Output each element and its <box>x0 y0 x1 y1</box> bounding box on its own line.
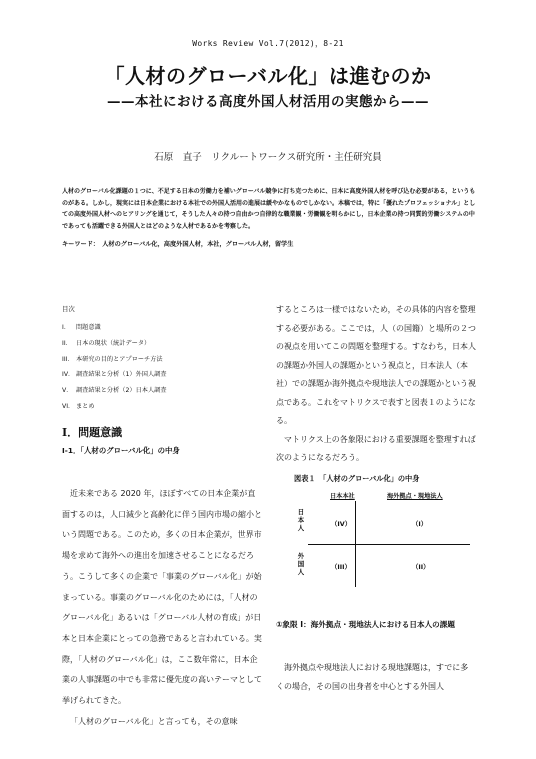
matrix-quadrant-label: （III） <box>331 563 351 571</box>
paragraph: 近未来である 2020 年，ほぼすべての日本企業が直面するのは，人口減少と高齢化に伴う国内市場の縮小という問題である。このため，多くの日本企業が，世界市場を求めて海外への進出を加速させることになるだろう。こうして多くの企業で「事業のグローバル化」が始まっている。事業のグローバル化のためには，「人材のグローバル化」あるいは「グローバル人材の育成」が日本と日本企業にとっての急務であると言われている。実際，「人材のグローバル化」は，ここ数年常に，日本企業の人事課題の中でも非常に優先度の高いテーマとして挙げられてきた。 <box>62 489 262 706</box>
paragraph: マトリクス上の各象限における重要課題を整理すれば次のようになるだろう。 <box>276 434 476 462</box>
matrix-column-label: 日本本社 <box>330 493 355 500</box>
matrix-quadrant-label: （IV） <box>331 520 352 528</box>
toc-item: IV． 調査結果と分析（1）外国人調査 <box>62 371 167 379</box>
matrix-column-label: 海外拠点・現地法人 <box>387 493 443 500</box>
paragraph: 海外拠点や現地法人における現地課題は，すでに多くの場合，その国の出身者を中心とする外国人 <box>276 663 469 691</box>
toc-item: I． 問題意識 <box>62 324 101 331</box>
topic-heading: ①象限 I：海外拠点・現地法人における日本人の課題 <box>276 620 455 629</box>
matrix-row-label: 日本人 <box>297 508 305 532</box>
matrix-vertical-axis <box>355 501 356 587</box>
subsection-heading: I-1．「人材のグローバル化」の中身 <box>62 446 180 455</box>
toc-item: II． 日本の現状（統計データ） <box>62 339 151 347</box>
paragraph: するところは一様ではないため，その具体的内容を整理する必要がある。ここでは，人（の国籍）と場所の２つの視点を用いてこの問題を整理する。すなわち，日本人の課題か外国人の課題かという視点と，日本法人（本社）での課題か海外拠点や現地法人での課題かという視点である。これをマトリクスで表すと図表１のようになる。 <box>276 305 476 425</box>
matrix-quadrant-label: （I） <box>412 520 428 528</box>
figure-title: 図表１ 「人材のグローバル化」の中身 <box>294 474 420 483</box>
right-column-body <box>276 301 476 468</box>
table-of-contents <box>62 320 262 415</box>
section-heading: I．問題意識 <box>62 426 123 439</box>
toc-item: VI． まとめ <box>62 402 95 410</box>
left-column-body <box>62 484 262 732</box>
keywords: キーワード： 人材のグローバル化，高度外国人材，本社，グローバル人材，留学生 <box>62 241 294 248</box>
author-line: 石原 直子 リクルートワークス研究所・主任研究員 <box>154 152 382 163</box>
journal-header: Works Review Vol.7(2012)，8-21 <box>192 39 344 48</box>
matrix-quadrant-label: （II） <box>412 563 430 571</box>
matrix-row-label: 外国人 <box>297 552 305 576</box>
toc-heading: 目次 <box>62 305 75 313</box>
paper-title: 「人材のグローバル化」は進むのか <box>104 64 432 88</box>
toc-item: III． 本研究の目的とアプローチ方法 <box>62 355 163 363</box>
abstract: 人材のグローバル化課題の１つに、不足する日本の労働力を補いグローバル競争に打ち克つために、日本に高度外国人材を呼び込む必要がある，というものがある。しかし，現実には日本企業における本社での外国人活用の進展は緩やかなものでしかない。本稿では，特に「優れたプロフェッショナル」としての高度外国人材へのヒアリングを通じて，そうした人々の持つ自由かつ自律的な職業観・労働観を明らかにし，日本企業の持つ同質的労働システムの中であっても活躍できる外国人とはどのような人材であるかを考察した。 <box>62 188 476 230</box>
paragraph: 「人材のグローバル化」と言っても，その意味 <box>70 716 238 726</box>
toc-item: V． 調査結果と分析（2）日本人調査 <box>62 387 167 395</box>
paper-subtitle: ——本社における高度外国人材活用の実態から—— <box>107 94 429 110</box>
matrix-horizontal-axis <box>308 544 470 545</box>
